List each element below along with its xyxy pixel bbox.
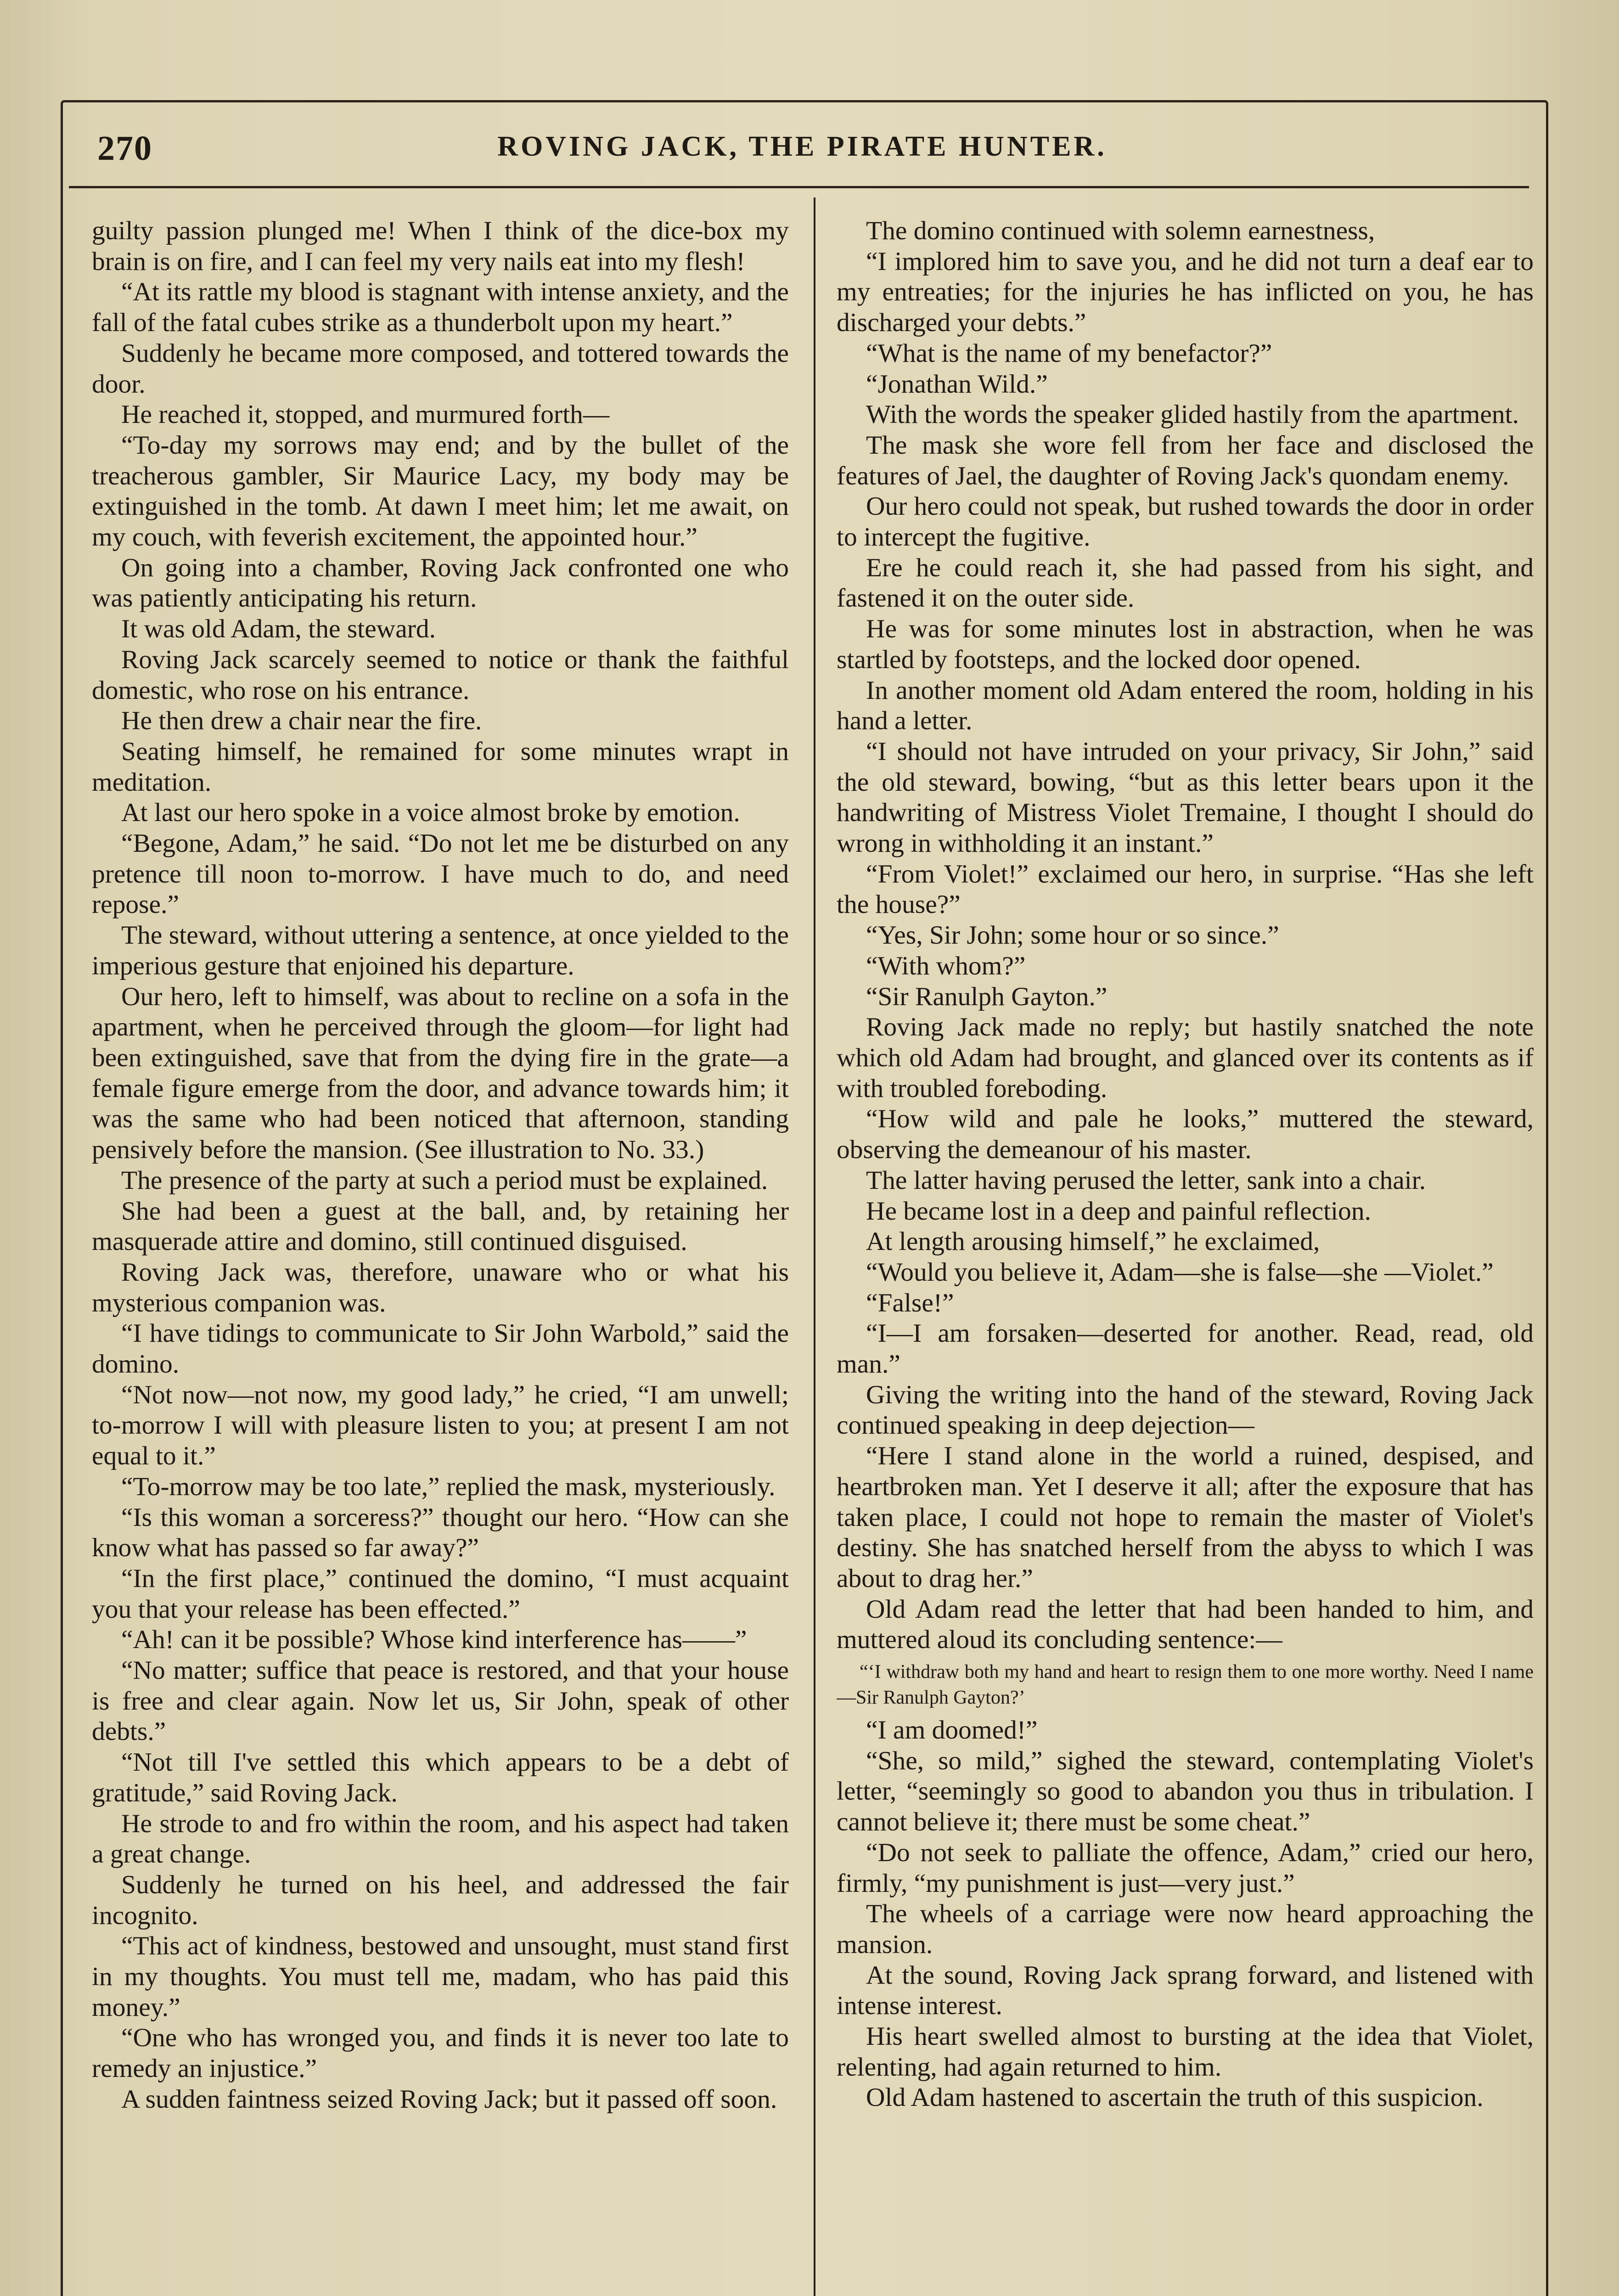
paragraph: Our hero could not speak, but rushed towards the door in order to intercept the fugitive. bbox=[837, 492, 1534, 552]
paragraph: Roving Jack made no reply; but hastily snatched the note which old Adam had brought, and glanced over its contents as if with troubled foreboding. bbox=[837, 1013, 1534, 1103]
paragraph: Old Adam read the letter that had been handed to him, and muttered aloud its concluding sentence:— bbox=[837, 1594, 1534, 1654]
paragraph: On going into a chamber, Roving Jack confronted one who was patiently anticipating his return. bbox=[92, 553, 789, 613]
paragraph: guilty passion plunged me! When I think of the dice-box my brain is on fire, and I can feel my very nails eat into my flesh! bbox=[92, 216, 789, 276]
header-rule bbox=[69, 186, 1529, 188]
paragraph: Ere he could reach it, she had passed from his sight, and fastened it on the outer side. bbox=[837, 553, 1534, 613]
paragraph: “No matter; suffice that peace is restored, and that your house is free and clear again. Now let us, Sir John, speak of other debts.” bbox=[92, 1656, 789, 1746]
paragraph: Suddenly he turned on his heel, and addressed the fair incognito. bbox=[92, 1870, 789, 1930]
paragraph: “Ah! can it be possible? Whose kind interference has——” bbox=[121, 1625, 747, 1654]
page-header bbox=[61, 120, 1544, 175]
paragraph: “How wild and pale he looks,” muttered the steward, observing the demeanour of his master. bbox=[837, 1104, 1534, 1165]
paragraph: At the sound, Roving Jack sprang forward, and listened with intense interest. bbox=[837, 1960, 1534, 2020]
paragraph: “‘I withdraw both my hand and heart to resign them to one more worthy. Need I name—Sir Ranulph Gayton?’ bbox=[837, 1661, 1534, 1709]
paragraph: The wheels of a carriage were now heard approaching the mansion. bbox=[837, 1899, 1534, 1959]
paragraph: “I am doomed!” bbox=[866, 1716, 1038, 1745]
paragraph: He then drew a chair near the fire. bbox=[121, 706, 482, 736]
paragraph: The latter having perused the letter, sank into a chair. bbox=[866, 1165, 1426, 1195]
paragraph: He reached it, stopped, and murmured forth— bbox=[121, 400, 610, 429]
paragraph: Roving Jack scarcely seemed to notice or thank the faithful domestic, who rose on his entrance. bbox=[92, 645, 789, 705]
paragraph: With the words the speaker glided hastily from the apartment. bbox=[866, 400, 1519, 429]
paragraph: “To-morrow may be too late,” replied the mask, mysteriously. bbox=[121, 1472, 776, 1501]
paragraph: “I should not have intruded on your privacy, Sir John,” said the old steward, bowing, “but as this letter bears upon it the handwriting of Mistress Violet Tremaine, I thought I should do wrong in withholding it an instant.” bbox=[837, 737, 1534, 858]
paragraph: “Jonathan Wild.” bbox=[866, 369, 1048, 399]
paragraph: “Would you believe it, Adam—she is false—she —Violet.” bbox=[866, 1257, 1494, 1287]
paragraph: “False!” bbox=[866, 1288, 954, 1317]
paragraph: The presence of the party at such a period must be explained. bbox=[121, 1165, 768, 1195]
paragraph: “With whom?” bbox=[866, 951, 1026, 980]
paragraph: “Begone, Adam,” he said. “Do not let me be disturbed on any pretence till noon to-morrow. I have much to do, and need repose.” bbox=[92, 829, 789, 919]
paragraph: “Yes, Sir John; some hour or so since.” bbox=[866, 921, 1279, 950]
page-number: 270 bbox=[97, 129, 152, 168]
paragraph: “I implored him to save you, and he did not turn a deaf ear to my entreaties; for the injuries he has inflicted on you, he has discharged your debts.” bbox=[837, 247, 1534, 338]
paragraph: Suddenly he became more composed, and tottered towards the door. bbox=[92, 338, 789, 399]
right-column bbox=[837, 216, 1534, 2296]
paragraph: Roving Jack was, therefore, unaware who or what his mysterious companion was. bbox=[92, 1257, 789, 1317]
paragraph: “I—I am forsaken—deserted for another. Read, read, old man.” bbox=[837, 1319, 1534, 1379]
paragraph: His heart swelled almost to bursting at the idea that Violet, relenting, had again returned to him. bbox=[837, 2022, 1534, 2082]
paragraph: “Is this woman a sorceress?” thought our hero. “How can she know what has passed so far away?” bbox=[92, 1503, 789, 1563]
paragraph: The domino continued with solemn earnestness, bbox=[866, 216, 1375, 245]
paragraph: He strode to and fro within the room, and his aspect had taken a great change. bbox=[92, 1809, 789, 1869]
paragraph: He became lost in a deep and painful reflection. bbox=[866, 1196, 1372, 1226]
paragraph: “Not till I've settled this which appears to be a debt of gratitude,” said Roving Jack. bbox=[92, 1748, 789, 1807]
paragraph: Seating himself, he remained for some minutes wrapt in meditation. bbox=[92, 737, 789, 797]
paragraph: “This act of kindness, bestowed and unsought, must stand first in my thoughts. You must tell me, madam, who has paid this money.” bbox=[92, 1931, 789, 2022]
paragraph: Giving the writing into the hand of the steward, Roving Jack continued speaking in deep dejection— bbox=[837, 1380, 1534, 1440]
paragraph: Old Adam hastened to ascertain the truth of this suspicion. bbox=[866, 2083, 1484, 2112]
paragraph: It was old Adam, the steward. bbox=[121, 614, 436, 644]
paragraph: “She, so mild,” sighed the steward, contemplating Violet's letter, “seemingly so good to abandon you thus in tribulation. I cannot believe it; there must be some cheat.” bbox=[837, 1746, 1534, 1837]
paragraph: “Do not seek to palliate the offence, Adam,” cried our hero, firmly, “my punishment is just—very just.” bbox=[837, 1838, 1534, 1898]
paragraph: “One who has wronged you, and finds it is never too late to remedy an injustice.” bbox=[92, 2023, 789, 2083]
paragraph: The mask she wore fell from her face and disclosed the features of Jael, the daughter of Roving Jack's quondam enemy. bbox=[837, 430, 1534, 490]
paragraph: Our hero, left to himself, was about to recline on a sofa in the apartment, when he perceived through the gloom—for light had been extinguished, save that from the dying fire in the grate—a female figure emerge from the door, and advance towards him; it was the same who had been noticed that afternoon, standing pensively before the mansion. (See illustration to No. 33.) bbox=[92, 982, 789, 1165]
paragraph: A sudden faintness seized Roving Jack; but it passed off soon. bbox=[121, 2084, 777, 2114]
column-divider bbox=[814, 197, 815, 2296]
paragraph: He was for some minutes lost in abstraction, when he was startled by footsteps, and the locked door opened. bbox=[837, 614, 1534, 674]
paragraph: “At its rattle my blood is stagnant with intense anxiety, and the fall of the fatal cubes strike as a thunderbolt upon my heart.” bbox=[92, 277, 789, 338]
paragraph: She had been a guest at the ball, and, by retaining her masquerade attire and domino, still continued disguised. bbox=[92, 1196, 789, 1256]
paragraph: “What is the name of my benefactor?” bbox=[866, 338, 1272, 368]
paragraph: In another moment old Adam entered the room, holding in his hand a letter. bbox=[837, 675, 1534, 736]
paragraph: “Sir Ranulph Gayton.” bbox=[866, 982, 1107, 1011]
paragraph: “From Violet!” exclaimed our hero, in surprise. “Has she left the house?” bbox=[837, 859, 1534, 919]
paragraph: The steward, without uttering a sentence, at once yielded to the imperious gesture that enjoined his departure. bbox=[92, 921, 789, 980]
paragraph: “To-day my sorrows may end; and by the bullet of the treacherous gambler, Sir Maurice Lacy, my body may be extinguished in the tomb. At dawn I meet him; let me await, on my couch, with feverish excitement, the appointed hour.” bbox=[92, 430, 789, 552]
paragraph: “Here I stand alone in the world a ruined, despised, and heartbroken man. Yet I deserve it all; after the exposure that has taken place, I could not hope to remain the master of Violet's destiny. She has snatched herself from the abyss to which I was about to drag her.” bbox=[837, 1441, 1534, 1593]
paragraph: At length arousing himself,” he exclaimed, bbox=[866, 1227, 1320, 1256]
left-column bbox=[92, 216, 789, 2296]
running-title: ROVING JACK, THE PIRATE HUNTER. bbox=[497, 131, 1107, 162]
paragraph: At last our hero spoke in a voice almost broke by emotion. bbox=[121, 798, 740, 827]
paragraph: “In the first place,” continued the domino, “I must acquaint you that your release has been effected.” bbox=[92, 1564, 789, 1624]
paragraph: “Not now—not now, my good lady,” he cried, “I am unwell; to-morrow I will with pleasure listen to you; at present I am not equal to it.” bbox=[92, 1380, 789, 1471]
paragraph: “I have tidings to communicate to Sir John Warbold,” said the domino. bbox=[92, 1319, 789, 1379]
